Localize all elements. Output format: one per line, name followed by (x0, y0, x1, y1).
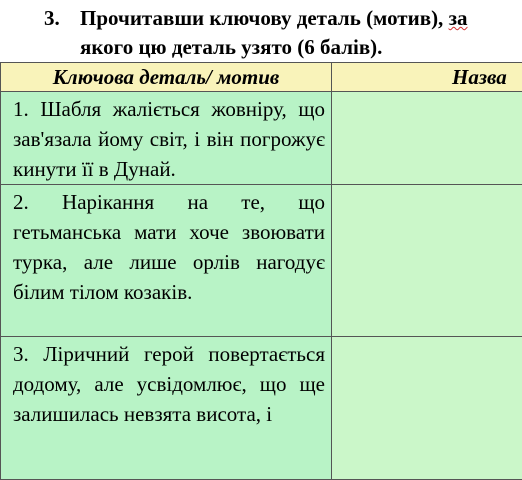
table-header-row (1, 63, 522, 92)
table-row (1, 185, 522, 337)
task-text-line-2: якого цю деталь узято (6 балів). (80, 32, 382, 62)
detail-cell: 3. Ліричний герой повертається додому, але усвідомлює, що ще залишилась невзята висота, і (1, 337, 332, 480)
spellcheck-word: за (449, 6, 468, 30)
detail-cell: 1. Шабля жаліється жовніру, що зав'язала йому світ, і він погрожує кинути її в Дунай. (1, 92, 332, 185)
answer-cell[interactable] (332, 92, 522, 185)
task-number: 3. (44, 3, 80, 34)
task-heading-line-1 (44, 3, 468, 34)
header-title: Назва (332, 63, 522, 92)
answer-cell[interactable] (332, 185, 522, 337)
table-row (1, 92, 522, 185)
answer-cell[interactable] (332, 337, 522, 480)
table-row (1, 337, 522, 480)
task-heading (0, 0, 522, 62)
detail-cell: 2. Нарікання на те, що гетьманська мати хоче звоювати турка, але лише орлів нагодує білим тілом козаків. (1, 185, 332, 337)
header-key-detail: Ключова деталь/ мотив (1, 63, 332, 92)
task-text-line-1: Прочитавши ключову деталь (мотив), (80, 6, 449, 30)
answer-table (0, 62, 522, 480)
